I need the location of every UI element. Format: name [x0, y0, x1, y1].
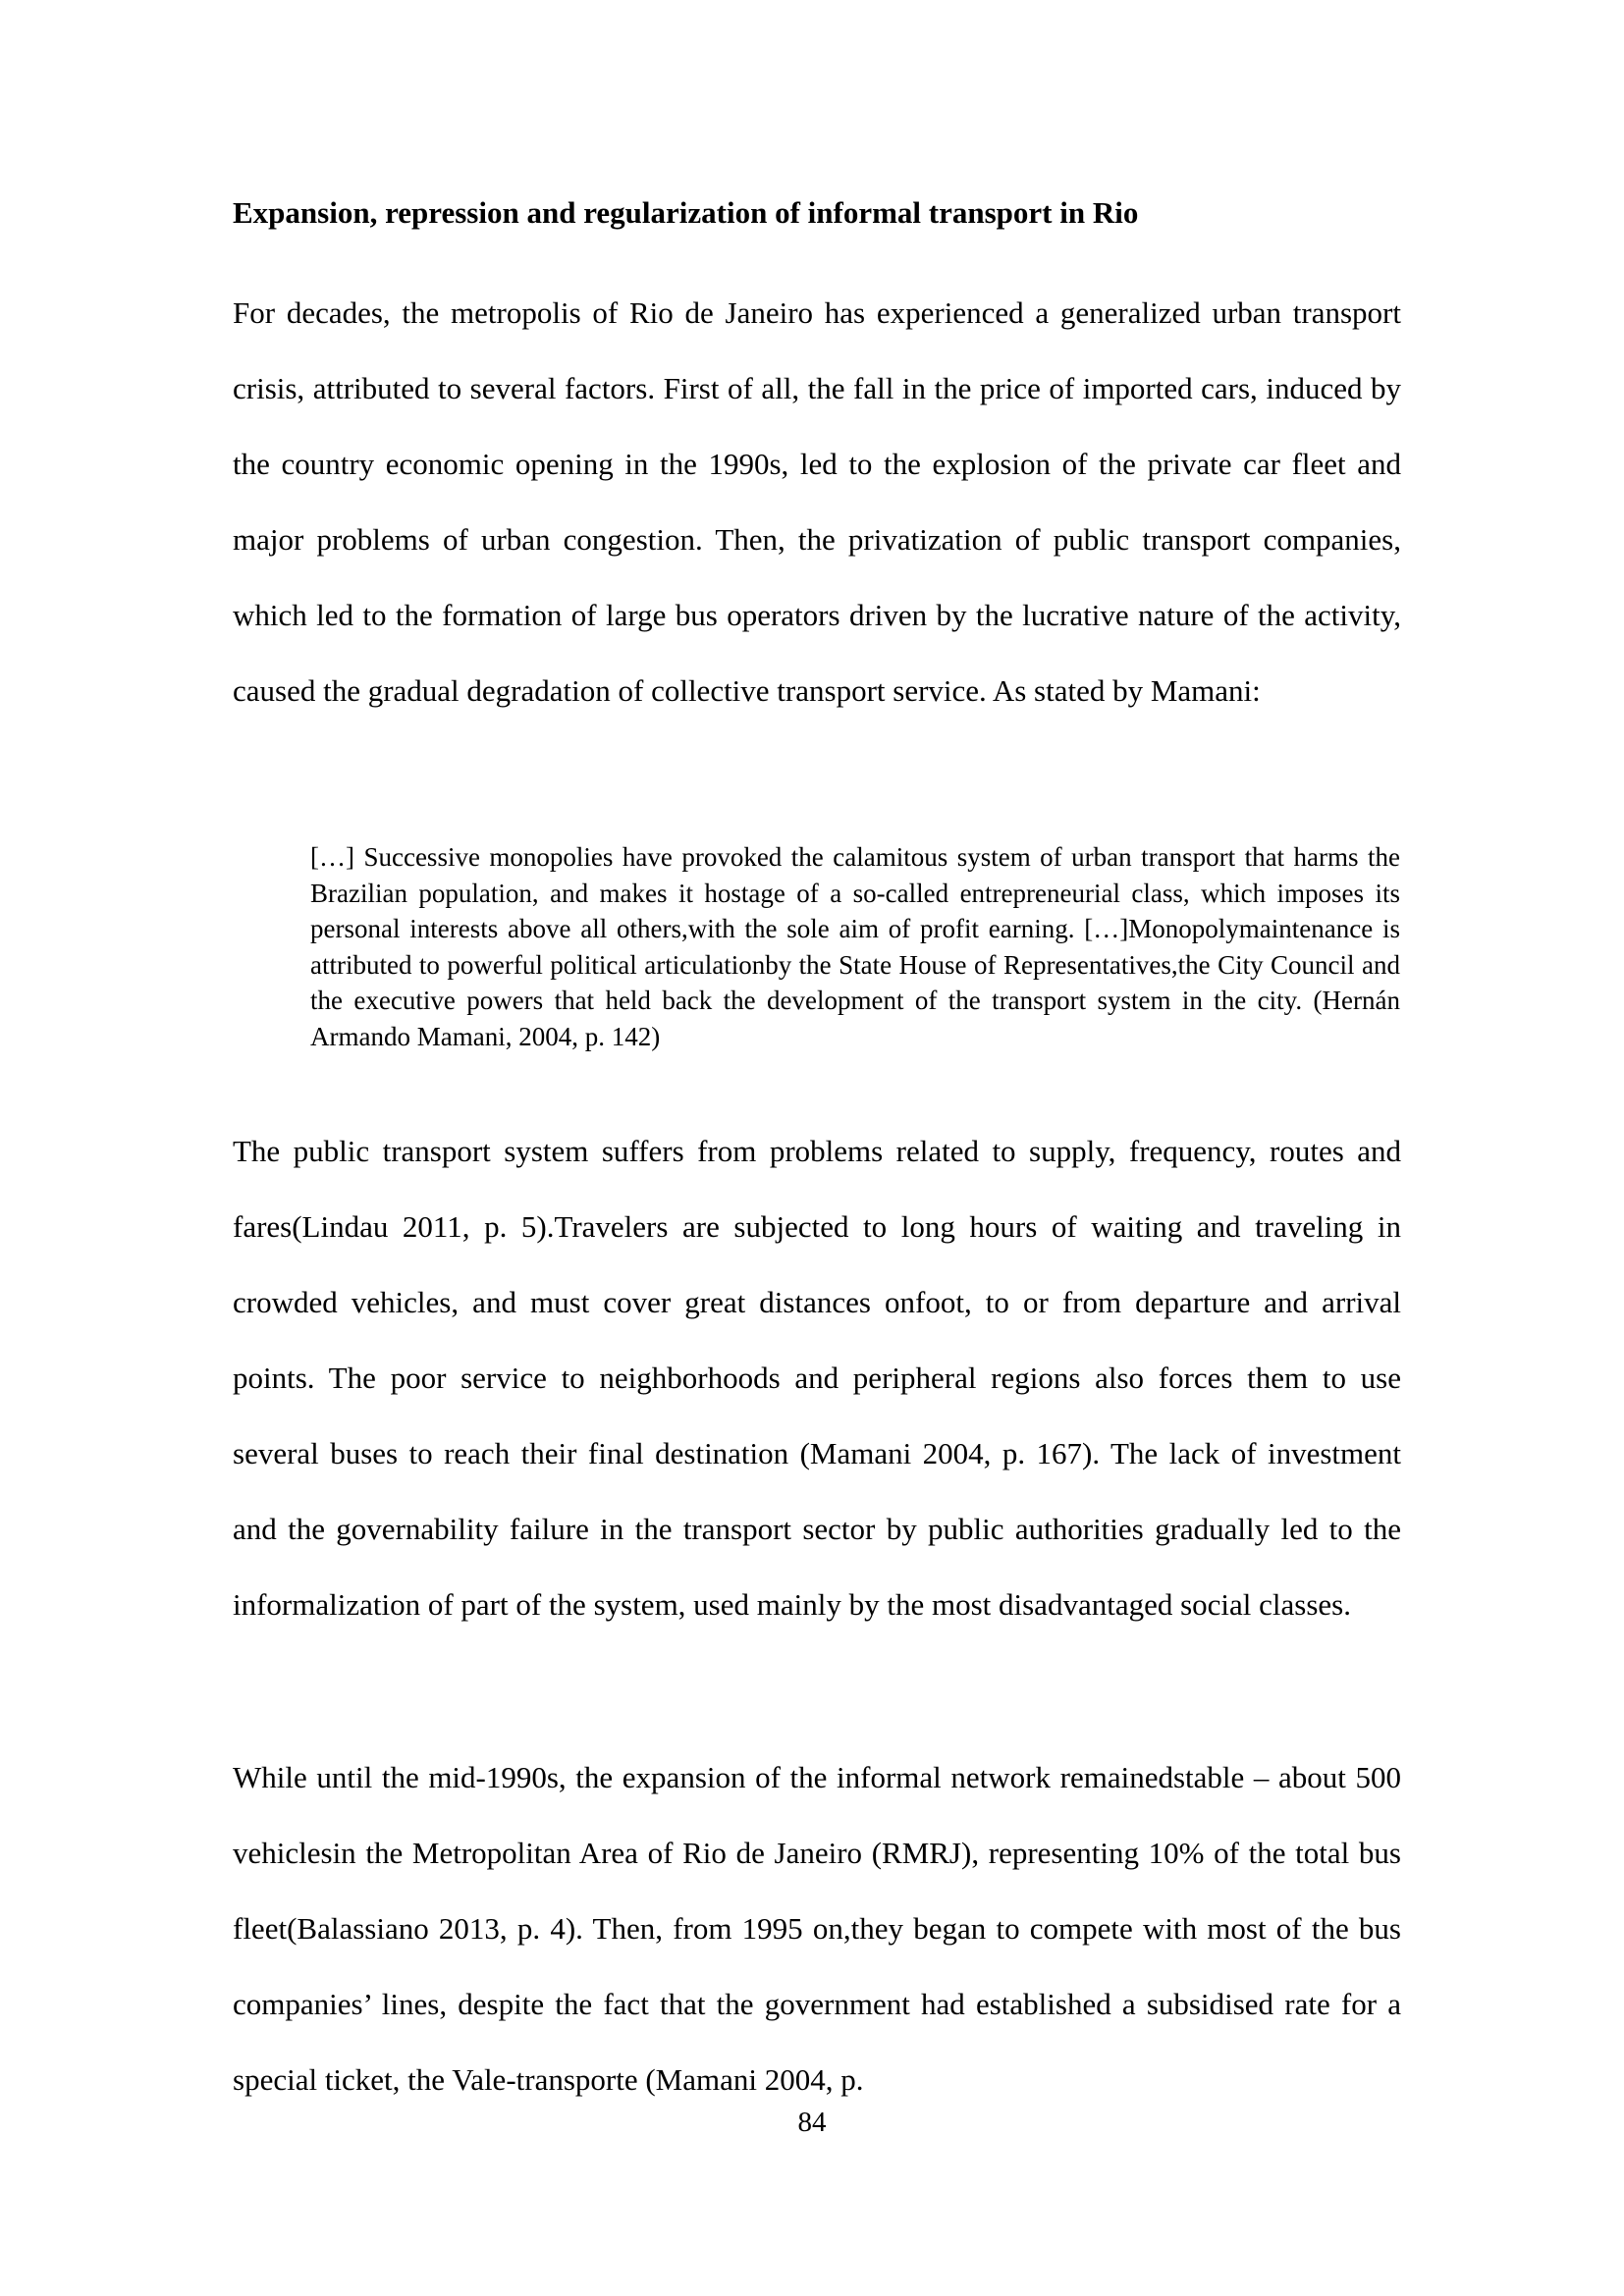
body-paragraph-2: The public transport system suffers from problems related to supply, frequency, routes and fares(Lindau 2011, p. 5).Travelers are subjected to long hours of waiting and traveling in crowded vehicles, and must cover great distances onfoot, to or from departure and arrival points. The poor service to neighborhoods and peripheral regions also forces them to use several buses to reach their final destination (Mamani 2004, p. 167). The lack of investment and the governability failure in the transport sector by public authorities gradually led to the informalization of part of the system, used mainly by the most disadvantaged social classes. [233, 1134, 1401, 1622]
section-heading: Expansion, repression and regularization of informal transport in Rio [233, 195, 1139, 230]
body-paragraph-1: For decades, the metropolis of Rio de Janeiro has experienced a generalized urban transport crisis, attributed to several factors. First of all, the fall in the price of imported cars, induced by the country economic opening in the 1990s, led to the explosion of the private car fleet and major problems of urban congestion. Then, the privatization of public transport companies, which led to the formation of large bus operators driven by the lucrative nature of the activity, caused the gradual degradation of collective transport service. As stated by Mamani: [233, 295, 1401, 708]
block-quote: […] Successive monopolies have provoked the calamitous system of urban transport that harms the Brazilian population, and makes it hostage of a so-called entrepreneurial class, which imposes its personal interests above all others,with the sole aim of profit earning. […]Monopolymaintenance is attributed to powerful political articulationby the State House of Representatives,the City Council and the executive powers that held back the development of the transport system in the city. (Hernán Armando Mamani, 2004, p. 142) [310, 842, 1400, 1051]
page-number: 84 [797, 2107, 827, 2138]
body-paragraph-3: While until the mid-1990s, the expansion of the informal network remainedstable – about 500 vehiclesin the Metropolitan Area of Rio de Janeiro (RMRJ), representing 10% of the total bus fleet(Balassiano 2013, p. 4). Then, from 1995 on,they began to compete with most of the bus companies’ lines, despite the fact that the government had established a subsidised rate for a special ticket, the Vale-transporte (Mamani 2004, p. [233, 1760, 1401, 2097]
